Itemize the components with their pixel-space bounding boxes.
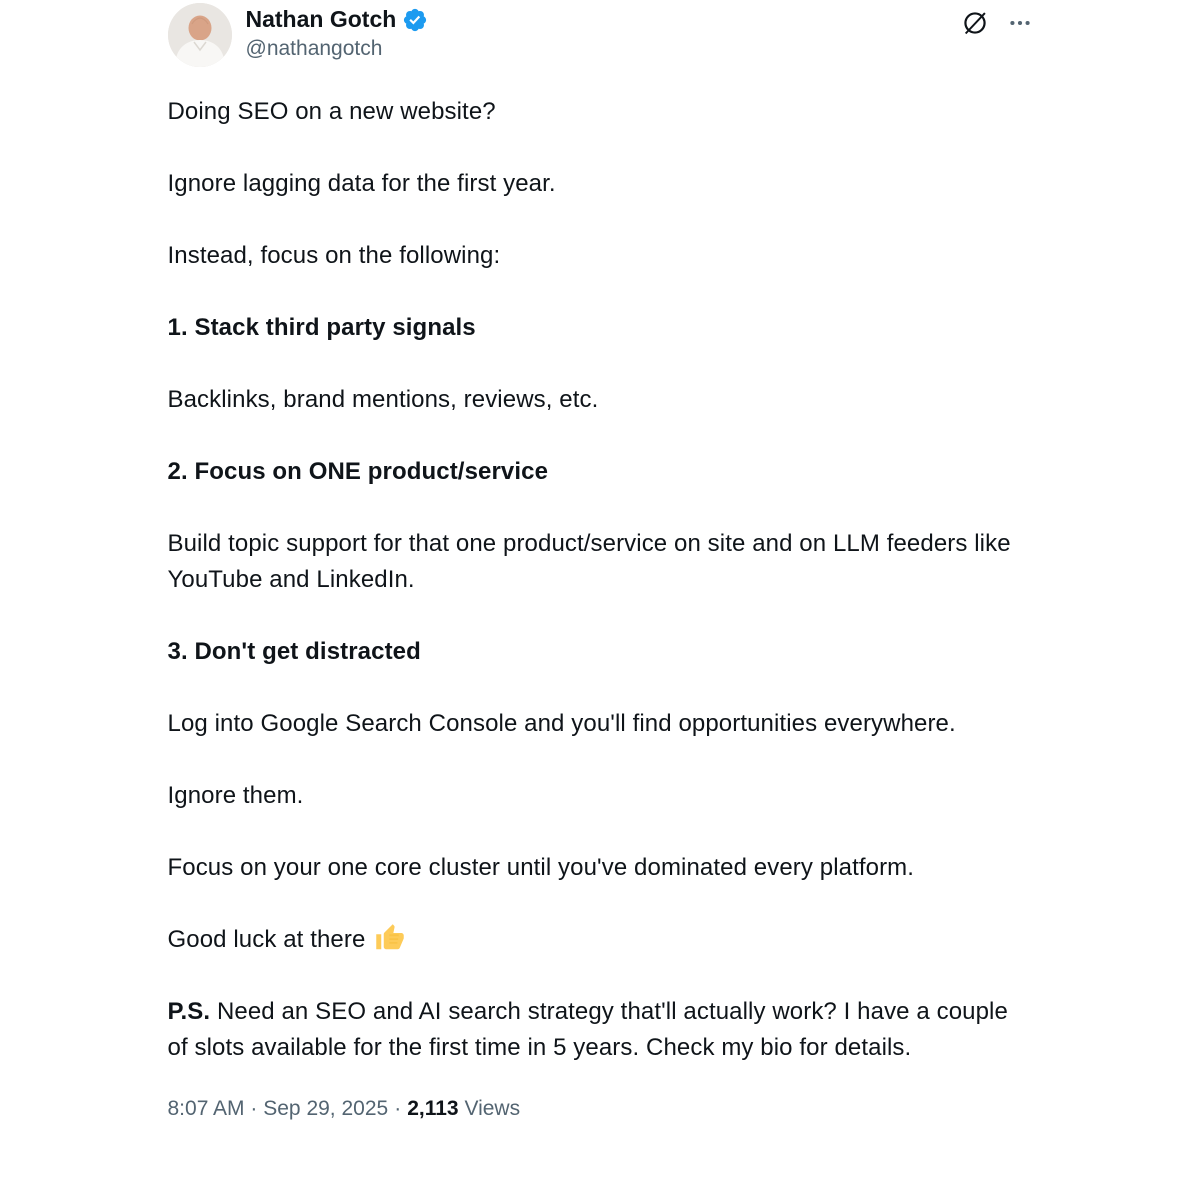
- tweet-text-segment: Build topic support for that one product/service on site and on LLM feeders like YouTube and LinkedIn.: [167, 530, 1011, 593]
- tweet-header: [168, 3, 1033, 67]
- tweet-paragraph: [168, 310, 1033, 346]
- timestamp-link[interactable]: [168, 1096, 389, 1122]
- thumbs-up-emoji: [375, 923, 405, 953]
- tweet-meta: [168, 1096, 1033, 1122]
- meta-separator: ·: [394, 1097, 402, 1120]
- header-actions: [961, 3, 1033, 37]
- tweet-card: [168, 0, 1033, 1122]
- grok-icon: [961, 9, 989, 37]
- tweet-paragraph: [168, 778, 1033, 814]
- tweet-text: [168, 94, 1033, 1066]
- avatar[interactable]: [168, 3, 232, 67]
- grok-actions-button[interactable]: [961, 9, 989, 37]
- tweet-paragraph: [168, 634, 1033, 670]
- tweet-text-bold: 2. Focus on ONE product/service: [167, 458, 549, 485]
- tweet-text-segment: Need an SEO and AI search strategy that'll actually work? I have a couple of slots available for the first time in 5 years. Check my bio for details.: [167, 998, 1008, 1061]
- tweet-text-segment: Log into Google Search Console and you'll find opportunities everywhere.: [167, 710, 956, 737]
- tweet-paragraph: [168, 94, 1033, 130]
- tweet-paragraph: [168, 238, 1033, 274]
- tweet-time: 8:07 AM: [167, 1097, 245, 1120]
- tweet-text-bold: P.S.: [167, 998, 211, 1025]
- tweet-text-segment: Ignore them.: [167, 782, 304, 809]
- tweet-paragraph: [168, 706, 1033, 742]
- more-icon: [1007, 10, 1033, 36]
- tweet-paragraph: [168, 166, 1033, 202]
- display-name[interactable]: Nathan Gotch: [245, 6, 397, 32]
- tweet-text-segment: Good luck at there: [167, 926, 373, 953]
- tweet-text-bold: 1. Stack third party signals: [167, 314, 476, 341]
- tweet-text-segment: Doing SEO on a new website?: [167, 98, 496, 125]
- tweet-paragraph: [168, 922, 1033, 958]
- tweet-paragraph: [168, 454, 1033, 490]
- user-handle[interactable]: @nathangotch: [245, 37, 383, 60]
- user-block: [246, 3, 429, 62]
- more-button[interactable]: [1007, 10, 1033, 36]
- verified-badge-icon: [402, 7, 428, 33]
- name-row: [246, 6, 429, 33]
- meta-separator: ·: [250, 1097, 258, 1120]
- tweet-text-segment: Ignore lagging data for the first year.: [167, 170, 556, 197]
- views: [407, 1096, 520, 1122]
- tweet-paragraph: [168, 850, 1033, 886]
- tweet-paragraph: [168, 382, 1033, 418]
- views-count: 2,113: [407, 1097, 459, 1120]
- tweet-text-segment: Backlinks, brand mentions, reviews, etc.: [167, 386, 599, 413]
- tweet-text-segment: Focus on your one core cluster until you've dominated every platform.: [167, 854, 915, 881]
- tweet-text-bold: 3. Don't get distracted: [167, 638, 421, 665]
- tweet-paragraph: [168, 994, 1033, 1066]
- tweet-date: Sep 29, 2025: [263, 1097, 389, 1120]
- tweet-text-segment: Instead, focus on the following:: [167, 242, 501, 269]
- views-label: Views: [464, 1097, 521, 1120]
- tweet-paragraph: [168, 526, 1033, 598]
